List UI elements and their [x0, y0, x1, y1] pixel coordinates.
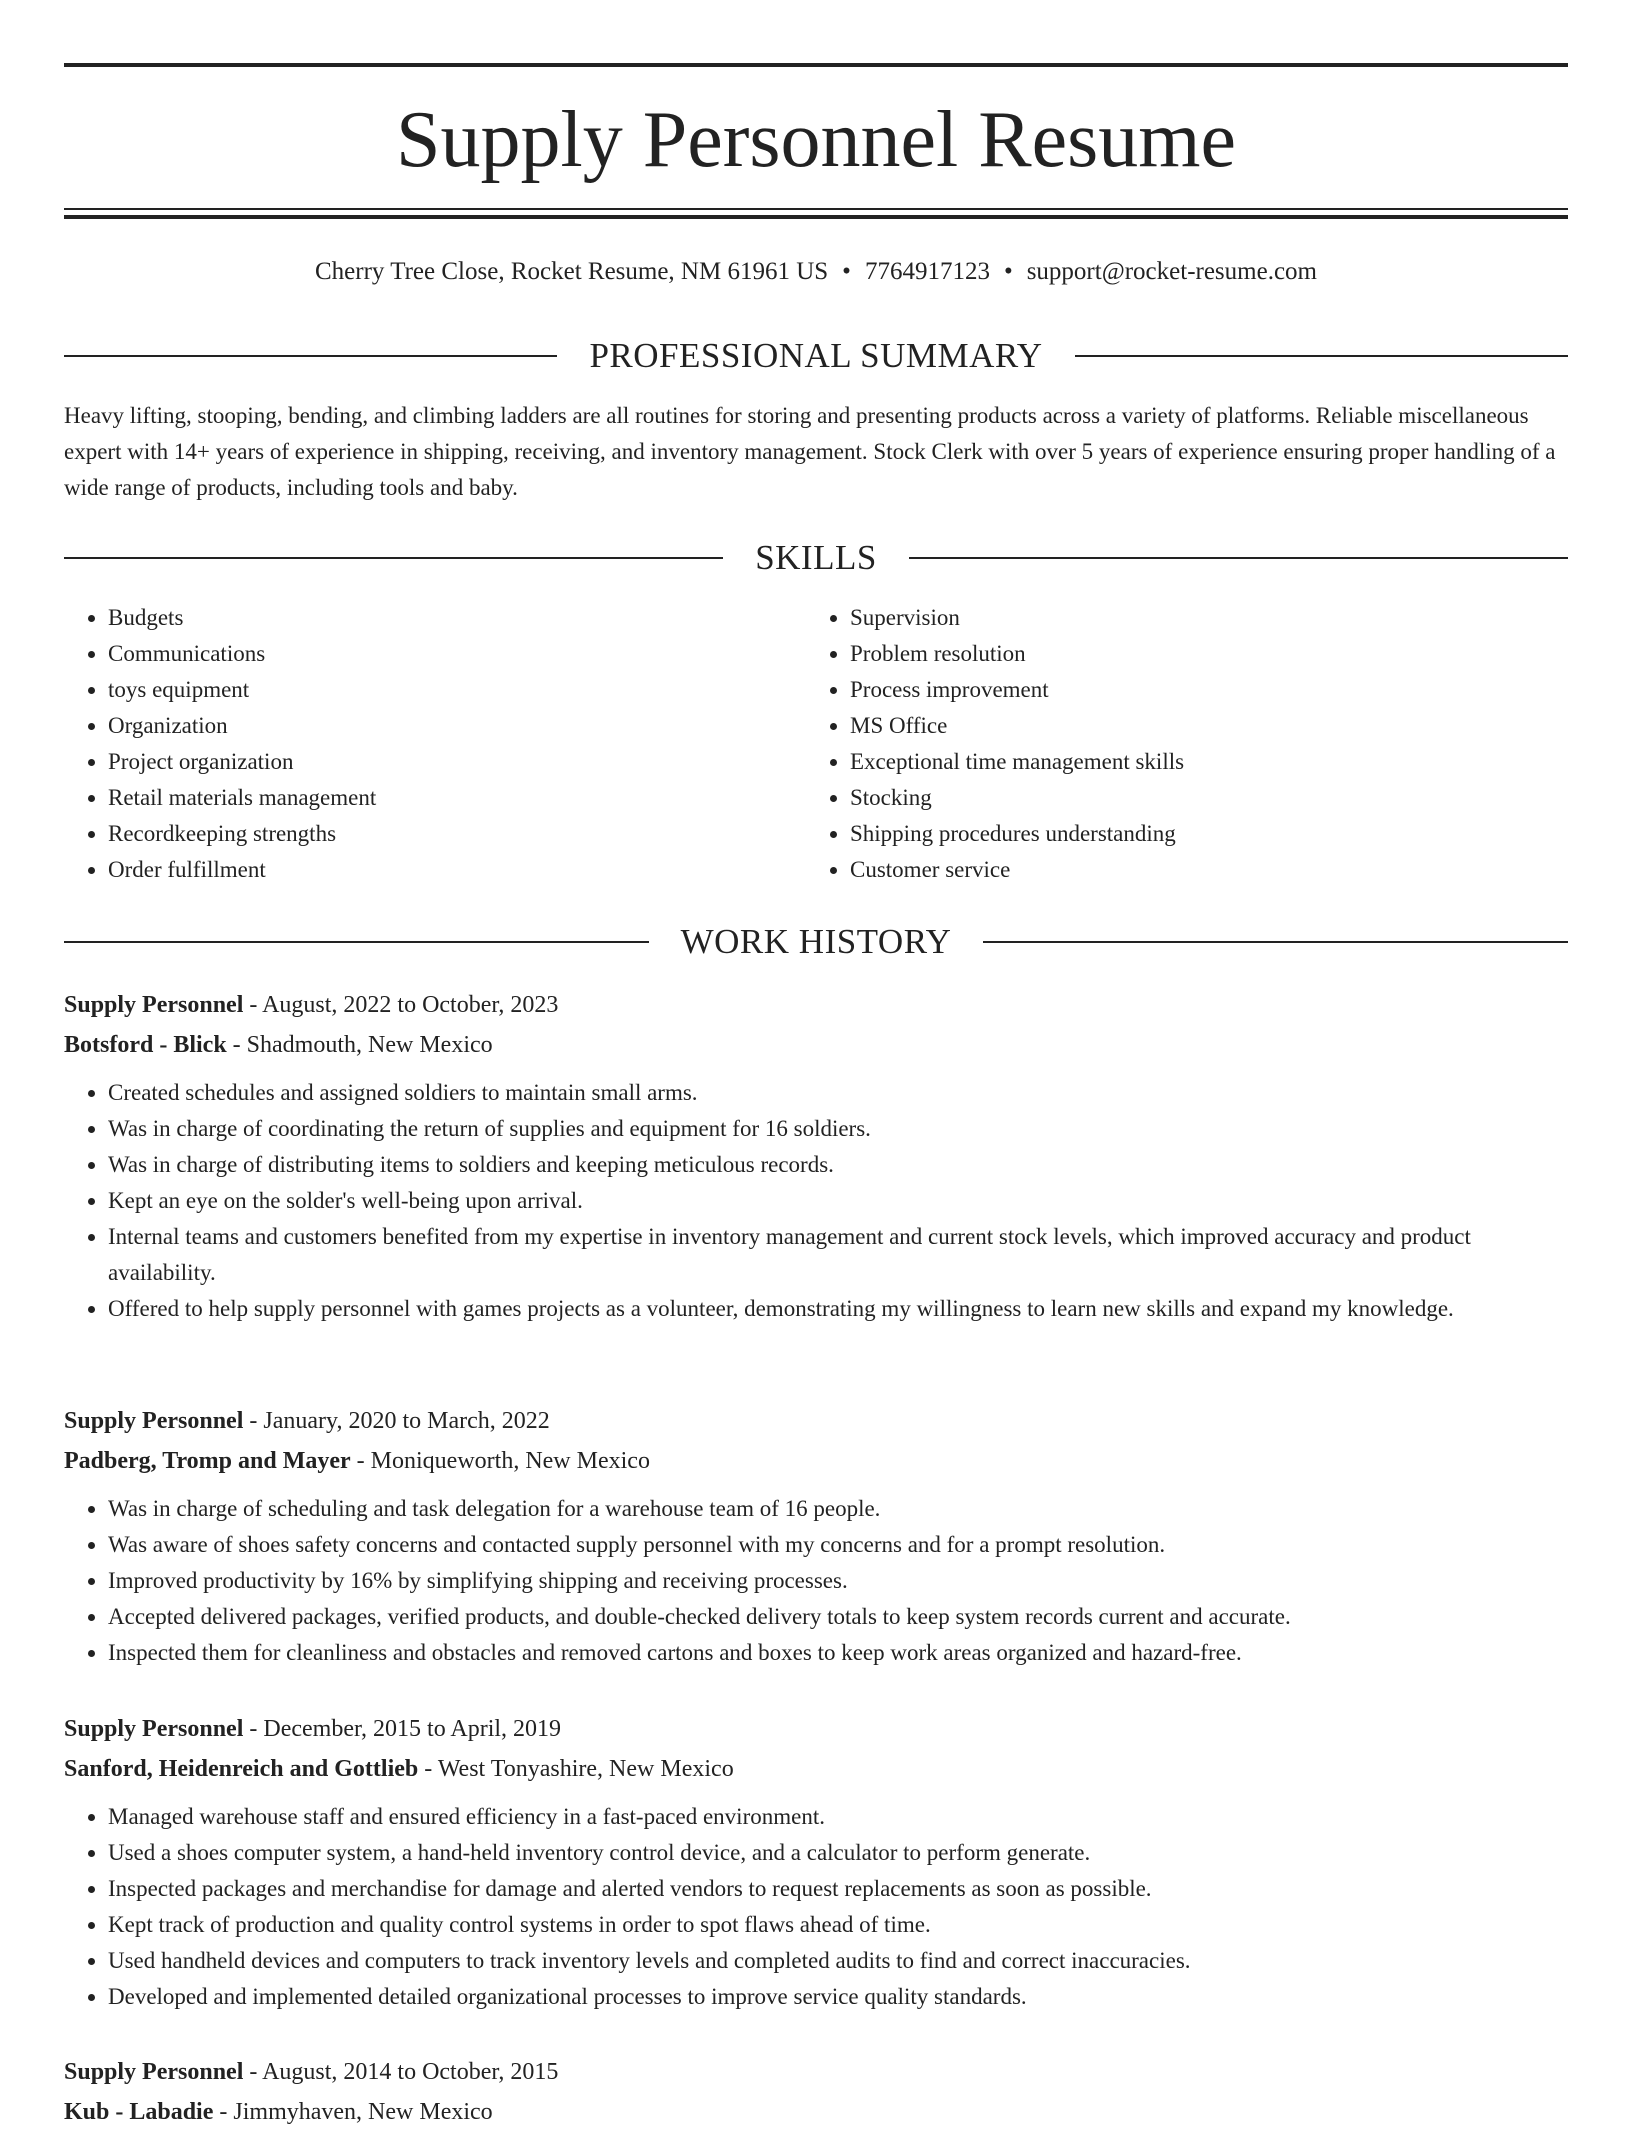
- job-company-row: Botsford - Blick - Shadmouth, New Mexico: [64, 1032, 493, 1058]
- work-heading-label: WORK HISTORY: [680, 922, 952, 961]
- job-title: Supply Personnel: [64, 992, 244, 1018]
- list-item: • Managed warehouse staff and ensured efficiency in a fast-paced environment.: [108, 1799, 1568, 1835]
- job-title-row: Supply Personnel - December, 2015 to April, 2019: [64, 1716, 562, 1742]
- heading-rule-left: [64, 557, 723, 559]
- list-item: • Used a shoes computer system, a hand-held inventory control device, and a calculator to perform generate.: [108, 1835, 1568, 1871]
- skill-item: • Exceptional time management skills: [850, 744, 1548, 780]
- list-item: • Developed and implemented detailed organizational processes to improve service quality standards.: [108, 1979, 1568, 2015]
- heading-rule-left: [64, 355, 557, 357]
- job-company: Kub - Labadie: [64, 2099, 214, 2125]
- job-title-row: Supply Personnel - August, 2014 to October, 2015: [64, 2059, 559, 2085]
- job-entry: [64, 2052, 1568, 2132]
- list-item: • Accepted delivered packages, verified products, and double-checked delivery totals to keep system records current and accurate.: [108, 1599, 1568, 1635]
- skill-item: • Order fulfillment: [108, 852, 806, 888]
- skill-item: • Process improvement: [850, 672, 1548, 708]
- page-title: Supply Personnel Resume: [396, 96, 1236, 184]
- job-title-row: Supply Personnel - August, 2022 to October, 2023: [64, 992, 559, 1018]
- job-company: Botsford - Blick: [64, 1032, 227, 1058]
- job-bullets: [64, 1075, 1568, 1327]
- skill-item: • Customer service: [850, 852, 1548, 888]
- job-title: Supply Personnel: [64, 1716, 244, 1742]
- contact-email: support@rocket-resume.com: [1026, 258, 1317, 285]
- heading-rule-right: [983, 941, 1568, 943]
- job-bullets: [64, 1491, 1568, 1671]
- job-title-row: Supply Personnel - January, 2020 to March, 2022: [64, 1408, 550, 1434]
- list-item: • Improved productivity by 16% by simplifying shipping and receiving processes.: [108, 1563, 1568, 1599]
- job-company-row: Padberg, Tromp and Mayer - Moniqueworth, New Mexico: [64, 1448, 650, 1474]
- list-item: • Internal teams and customers benefited from my expertise in inventory management and current stock levels, which improved accuracy and product availability.: [108, 1219, 1568, 1291]
- job-entry: [64, 1401, 1568, 1671]
- contact-separator: •: [842, 258, 851, 285]
- skill-item: • Organization: [108, 708, 806, 744]
- job-dates: December, 2015 to April, 2019: [263, 1716, 562, 1742]
- skills-heading-label: SKILLS: [755, 538, 877, 577]
- list-item: • Was in charge of coordinating the return of supplies and equipment for 16 soldiers.: [108, 1111, 1568, 1147]
- skill-item: • Retail materials management: [108, 780, 806, 816]
- list-item: • Kept track of production and quality control systems in order to spot flaws ahead of time.: [108, 1907, 1568, 1943]
- heading-rule-right: [909, 557, 1568, 559]
- skill-item: • Supervision: [850, 600, 1548, 636]
- list-item: • Kept an eye on the solder's well-being upon arrival.: [108, 1183, 1568, 1219]
- list-item: • Was in charge of distributing items to soldiers and keeping meticulous records.: [108, 1147, 1568, 1183]
- summary-heading: [64, 334, 1568, 378]
- job-location: West Tonyashire, New Mexico: [437, 1756, 734, 1782]
- skill-item: • Stocking: [850, 780, 1548, 816]
- job-dates: January, 2020 to March, 2022: [263, 1408, 550, 1434]
- skills-list: [64, 600, 1568, 888]
- heading-rule-right: [1075, 355, 1568, 357]
- skills-column-left: [64, 600, 806, 888]
- summary-text: Heavy lifting, stooping, bending, and climbing ladders are all routines for storing and presenting products across a variety of platforms. Reliable miscellaneous expert with 14+ years of experience in shipping, receiving, and inventory management. Stock Clerk with over 5 years of experience ensuring proper handling of a wide range of products, including tools and baby.: [64, 403, 1556, 500]
- heading-rule-left: [64, 941, 649, 943]
- contact-separator: •: [1003, 258, 1013, 285]
- top-rule: [64, 63, 1568, 67]
- job-company-row: Kub - Labadie - Jimmyhaven, New Mexico: [64, 2099, 493, 2125]
- skill-item: • toys equipment: [108, 672, 806, 708]
- list-item: • Was in charge of scheduling and task delegation for a warehouse team of 16 people.: [108, 1491, 1568, 1527]
- contact-line: [64, 254, 1568, 290]
- job-location: Moniqueworth, New Mexico: [370, 1448, 650, 1474]
- job-entry: [64, 985, 1568, 1327]
- title-rule-upper: [64, 208, 1568, 210]
- job-company: Padberg, Tromp and Mayer: [64, 1448, 351, 1474]
- list-item: • Inspected them for cleanliness and obstacles and removed cartons and boxes to keep work areas organized and hazard-free.: [108, 1635, 1568, 1671]
- job-title: Supply Personnel: [64, 2059, 244, 2085]
- list-item: • Inspected packages and merchandise for damage and alerted vendors to request replacements as soon as possible.: [108, 1871, 1568, 1907]
- skills-column-right: [806, 600, 1548, 888]
- job-title: Supply Personnel: [64, 1408, 244, 1434]
- summary-heading-label: PROFESSIONAL SUMMARY: [589, 336, 1043, 375]
- skill-item: • MS Office: [850, 708, 1548, 744]
- job-location: Jimmyhaven, New Mexico: [233, 2099, 493, 2125]
- job-company: Sanford, Heidenreich and Gottlieb: [64, 1756, 419, 1782]
- list-item: • Used handheld devices and computers to track inventory levels and completed audits to find and correct inaccuracies.: [108, 1943, 1568, 1979]
- skill-item: • Shipping procedures understanding: [850, 816, 1548, 852]
- skill-item: • Recordkeeping strengths: [108, 816, 806, 852]
- job-dates: August, 2014 to October, 2015: [262, 2059, 559, 2085]
- job-dates: August, 2022 to October, 2023: [262, 992, 559, 1018]
- job-bullets: [64, 1799, 1568, 2015]
- skill-item: • Budgets: [108, 600, 806, 636]
- contact-phone: 7764917123: [864, 258, 990, 285]
- skill-item: • Communications: [108, 636, 806, 672]
- job-location: Shadmouth, New Mexico: [246, 1032, 493, 1058]
- skill-item: • Project organization: [108, 744, 806, 780]
- title-rule-lower: [64, 215, 1568, 219]
- work-heading: [64, 920, 1568, 964]
- list-item: • Created schedules and assigned soldiers to maintain small arms.: [108, 1075, 1568, 1111]
- job-company-row: Sanford, Heidenreich and Gottlieb - West Tonyashire, New Mexico: [64, 1756, 734, 1782]
- job-entry: [64, 1709, 1568, 2015]
- list-item: • Offered to help supply personnel with games projects as a volunteer, demonstrating my willingness to learn new skills and expand my knowledge.: [108, 1291, 1568, 1327]
- contact-address: Cherry Tree Close, Rocket Resume, NM 61961 US: [315, 258, 829, 285]
- skills-heading: [64, 536, 1568, 580]
- list-item: • Was aware of shoes safety concerns and contacted supply personnel with my concerns and for a prompt resolution.: [108, 1527, 1568, 1563]
- skill-item: • Problem resolution: [850, 636, 1548, 672]
